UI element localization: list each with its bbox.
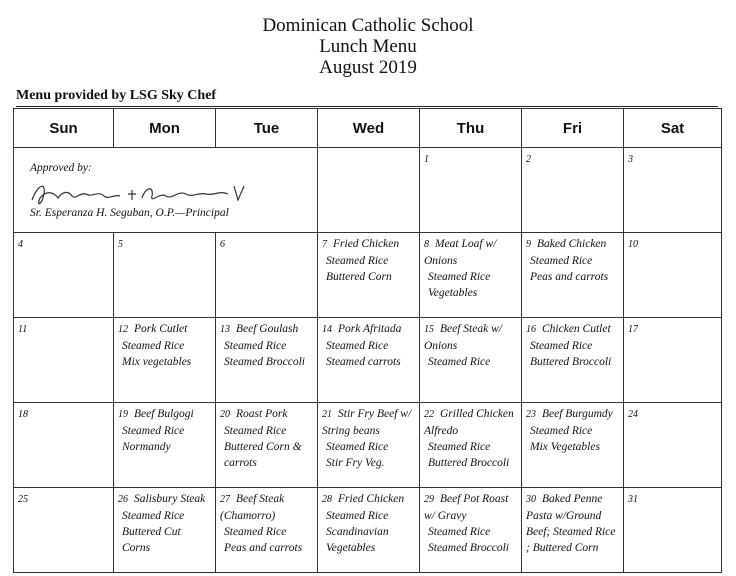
- day-number: 30: [526, 494, 536, 505]
- meal-item: Beef Steak (Chamorro): [220, 493, 285, 522]
- header-rule: [16, 106, 718, 107]
- meal-item: Normandy: [122, 441, 171, 453]
- day-cell: [114, 488, 216, 573]
- meal-item: Beef Goulash: [236, 323, 299, 335]
- day-number: 14: [322, 324, 332, 335]
- meal-item: Steamed Rice: [530, 425, 593, 437]
- day-number: 31: [628, 494, 638, 505]
- day-cell: [522, 148, 624, 233]
- meal-item: Buttered Broccoli: [428, 457, 510, 469]
- menu-title: Lunch Menu: [319, 36, 417, 57]
- day-number: 26: [118, 494, 128, 505]
- week-row: [14, 148, 722, 233]
- weekday-header: Wed: [318, 109, 420, 148]
- meal-item: Meat Loaf w/ Onions: [424, 238, 497, 267]
- meal-item: Steamed Rice: [224, 425, 287, 437]
- day-cell: [624, 233, 722, 318]
- day-number: 5: [118, 239, 123, 250]
- day-cell: [114, 403, 216, 488]
- weekday-header-row: [14, 109, 722, 148]
- meal-item: Steamed Rice: [122, 340, 185, 352]
- day-number: 15: [424, 324, 434, 335]
- day-cell: [318, 233, 420, 318]
- day-number: 28: [322, 494, 332, 505]
- day-cell: [522, 488, 624, 573]
- meal-item: Steamed Broccoli: [428, 542, 510, 554]
- day-number: 4: [18, 239, 23, 250]
- day-number: 19: [118, 409, 128, 420]
- day-number: 12: [118, 324, 128, 335]
- meal-item: Steamed Rice: [428, 441, 491, 453]
- day-number: 27: [220, 494, 230, 505]
- meal-item: Beef Pot Roast w/ Gravy: [424, 493, 509, 522]
- meal-item: Stir Fry Beef w/ String beans: [322, 408, 412, 437]
- meal-item: Steamed Rice: [224, 340, 287, 352]
- weekday-header: Tue: [216, 109, 318, 148]
- meal-item: Pork Cutlet: [134, 323, 188, 335]
- day-cell: [522, 318, 624, 403]
- day-cell: [624, 403, 722, 488]
- meal-item: Fried Chicken: [333, 238, 400, 250]
- meal-item: Steamed Rice: [326, 441, 389, 453]
- day-number: 2: [526, 154, 531, 165]
- day-number: 10: [628, 239, 638, 250]
- day-cell: [318, 148, 420, 233]
- day-cell: [522, 233, 624, 318]
- day-number: 25: [18, 494, 28, 505]
- weekday-header: Mon: [114, 109, 216, 148]
- meal-item: Steamed carrots: [326, 356, 401, 368]
- day-number: 17: [628, 324, 638, 335]
- meal-item: Scandinavian Vegetables: [326, 526, 389, 554]
- meal-item: Steamed Rice: [428, 356, 491, 368]
- meal-item: Mix Vegetables: [530, 441, 600, 453]
- day-cell: [14, 233, 114, 318]
- day-cell: [318, 488, 420, 573]
- day-cell: [216, 403, 318, 488]
- meal-item: Vegetables: [428, 287, 478, 299]
- meal-item: Steamed Rice: [326, 340, 389, 352]
- weekday-header: Fri: [522, 109, 624, 148]
- weekday-header: Sat: [624, 109, 722, 148]
- day-cell: [420, 318, 522, 403]
- meal-item: Steamed Rice: [326, 255, 389, 267]
- day-number: 1: [424, 154, 429, 165]
- meal-item: Baked Penne Pasta w/Ground Beef; Steamed Rice ; Buttered Corn: [526, 493, 616, 554]
- meal-item: Roast Pork: [236, 408, 288, 420]
- meal-item: Chicken Cutlet: [542, 323, 611, 335]
- day-number: 23: [526, 409, 536, 420]
- meal-item: Buttered Corn & carrots: [224, 441, 302, 469]
- school-name: Dominican Catholic School: [262, 15, 474, 36]
- menu-provider: Menu provided by LSG Sky Chef: [16, 88, 217, 103]
- day-number: 7: [322, 239, 327, 250]
- calendar-body: [14, 148, 722, 573]
- meal-item: Mix vegetables: [122, 356, 192, 368]
- approval-cell: [14, 148, 318, 233]
- week-row: [14, 488, 722, 573]
- week-row: [14, 403, 722, 488]
- meal-item: Beef Bulgogi: [134, 408, 194, 420]
- meal-item: Beef Steak w/ Onions: [424, 323, 502, 352]
- meal-item: Grilled Chicken Alfredo: [424, 408, 514, 437]
- day-cell: [420, 403, 522, 488]
- day-number: 20: [220, 409, 230, 420]
- day-cell: [318, 403, 420, 488]
- day-number: 29: [424, 494, 434, 505]
- meal-item: Buttered Broccoli: [530, 356, 612, 368]
- day-cell: [624, 488, 722, 573]
- meal-item: Steamed Rice: [326, 510, 389, 522]
- day-cell: [624, 318, 722, 403]
- day-cell: [14, 488, 114, 573]
- meal-item: Fried Chicken: [338, 493, 405, 505]
- meal-item: Steamed Broccoli: [224, 356, 306, 368]
- day-number: 18: [18, 409, 28, 420]
- day-cell: [420, 233, 522, 318]
- day-number: 24: [628, 409, 638, 420]
- day-cell: [318, 318, 420, 403]
- meal-item: Baked Chicken: [537, 238, 607, 250]
- meal-item: Pork Afritada: [338, 323, 402, 335]
- day-cell: [624, 148, 722, 233]
- day-number: 16: [526, 324, 536, 335]
- day-number: 6: [220, 239, 225, 250]
- day-cell: [216, 233, 318, 318]
- principal-name: Sr. Esperanza H. Seguban, O.P.—Principal: [30, 207, 229, 219]
- day-cell: [216, 488, 318, 573]
- weekday-header: Sun: [14, 109, 114, 148]
- day-number: 9: [526, 239, 531, 250]
- meal-item: Steamed Rice: [530, 255, 593, 267]
- day-cell: [14, 318, 114, 403]
- meal-item: Beef Burgumdy: [542, 408, 613, 420]
- meal-item: Peas and carrots: [530, 271, 609, 283]
- day-cell: [14, 403, 114, 488]
- meal-item: Steamed Rice: [224, 526, 287, 538]
- day-number: 11: [18, 324, 28, 335]
- lunch-calendar: [13, 108, 722, 573]
- day-cell: [114, 233, 216, 318]
- meal-item: Peas and carrots: [224, 542, 303, 554]
- meal-item: Steamed Rice: [530, 340, 593, 352]
- day-number: 21: [322, 409, 332, 420]
- meal-item: Steamed Rice: [428, 271, 491, 283]
- day-number: 13: [220, 324, 230, 335]
- document-header: [0, 15, 736, 78]
- menu-month: August 2019: [319, 57, 417, 78]
- week-row: [14, 233, 722, 318]
- meal-item: Buttered Corn: [326, 271, 392, 283]
- approved-by-label: Approved by:: [30, 162, 92, 174]
- day-number: 22: [424, 409, 434, 420]
- weekday-header: Thu: [420, 109, 522, 148]
- day-cell: [114, 318, 216, 403]
- meal-item: Steamed Rice: [122, 510, 185, 522]
- day-cell: [420, 488, 522, 573]
- day-cell: [216, 318, 318, 403]
- meal-item: Buttered Cut Corns: [122, 526, 181, 554]
- meal-item: Salisbury Steak: [134, 493, 206, 505]
- meal-item: Stir Fry Veg.: [326, 457, 385, 469]
- day-number: 3: [628, 154, 633, 165]
- day-number: 8: [424, 239, 429, 250]
- day-cell: [522, 403, 624, 488]
- day-cell: [420, 148, 522, 233]
- week-row: [14, 318, 722, 403]
- meal-item: Steamed Rice: [122, 425, 185, 437]
- meal-item: Steamed Rice: [428, 526, 491, 538]
